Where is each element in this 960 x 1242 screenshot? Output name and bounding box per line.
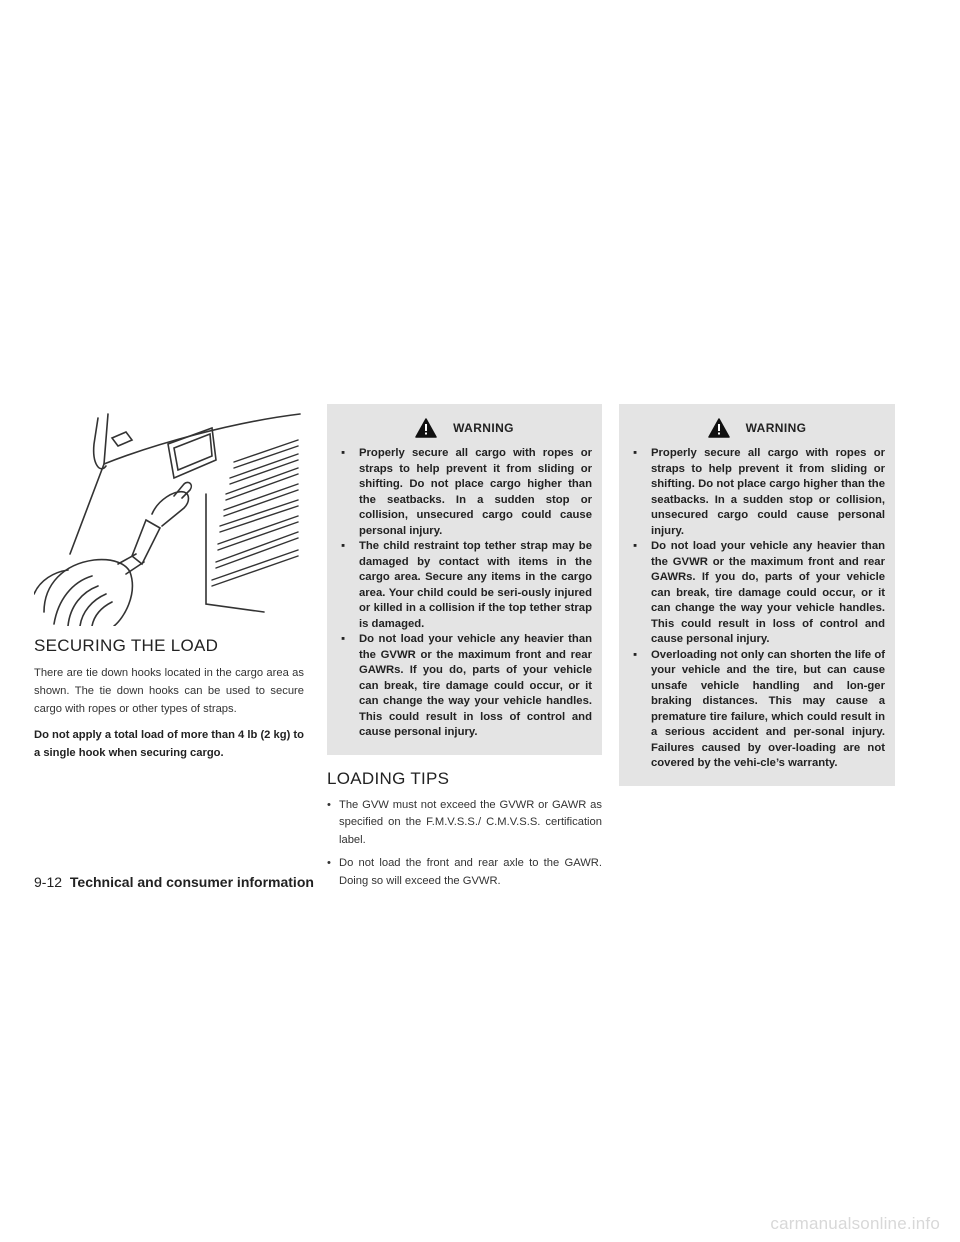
warning-header: [629, 418, 885, 438]
chapter-title: Technical and consumer information: [69, 874, 314, 890]
warning-box: [619, 404, 895, 786]
page-footer: [34, 874, 314, 890]
hook-load-limit-note: Do not apply a total load of more than 4 lb (2 kg) to a single hook when securing cargo.: [34, 729, 304, 759]
warning-item: ▪ The child restraint top tether strap may be damaged by contact with items in the cargo area. Secure any items in the cargo area. Your child could be seri-ously injured or killed in a collision if the top tether strap is damaged.: [337, 539, 592, 632]
warning-box: [327, 404, 602, 755]
loading-tip-item: • The GVW must not exceed the GVWR or GAWR as specified on the F.M.V.S.S./ C.M.V.S.S. certification label.: [327, 797, 602, 850]
warning-title: WARNING: [745, 421, 807, 435]
warning-item: ▪ Do not load your vehicle any heavier than the GVWR or the maximum front and rear GAWRs. If you do, parts of your vehicle can break, tire damage could occur, or it can change the way your vehicle handles. This could result in loss of control and cause personal injury.: [629, 539, 885, 648]
warning-item: ▪ Do not load your vehicle any heavier than the GVWR or the maximum front and rear GAWRs. If you do, parts of your vehicle can break, tire damage could occur, or it can change the way your vehicle handles. This could result in loss of control and cause personal injury.: [337, 632, 592, 741]
column-left: [34, 404, 304, 770]
loading-tips-list: [327, 797, 602, 891]
column-right: [619, 404, 895, 786]
warning-item: ▪ Overloading not only can shorten the life of your vehicle and the tire, but can cause unsafe vehicle handling and lon-ger braking distances. This may cause a premature tire failure, which could result in a serious accident and per-sonal injury. Failures caused by over-loading are not covered by the vehi-cle’s warranty.: [629, 648, 885, 772]
warning-list: [629, 446, 885, 772]
warning-triangle-icon: [708, 418, 730, 438]
loading-tip-item: • Do not load the front and rear axle to the GAWR. Doing so will exceed the GVWR.: [327, 855, 602, 890]
column-middle: [327, 404, 602, 896]
securing-load-paragraph: There are tie down hooks located in the cargo area as shown. The tie down hooks can be used to secure cargo with ropes or other types of straps.: [34, 667, 304, 715]
warning-triangle-icon: [415, 418, 437, 438]
page-number: 9-12: [34, 874, 63, 890]
watermark: carmanualsonline.info: [770, 1214, 940, 1233]
warning-header: [337, 418, 592, 438]
warning-list: [337, 446, 592, 741]
section-heading-loading-tips: LOADING TIPS: [327, 768, 450, 788]
warning-title: WARNING: [453, 421, 514, 435]
warning-item: ▪ Properly secure all cargo with ropes or straps to help prevent it from sliding or shifting. Do not place cargo higher than the seatbacks. In a sudden stop or collision, unsecured cargo could cause personal injury.: [629, 446, 885, 539]
section-heading-securing-the-load: SECURING THE LOAD: [34, 636, 219, 655]
warning-item: ▪ Properly secure all cargo with ropes or straps to help prevent it from sliding or shifting. Do not place cargo higher than the seatbacks. In a sudden stop or collision, unsecured cargo could cause personal injury.: [337, 446, 592, 539]
cargo-tie-down-hook-illustration: [34, 404, 302, 626]
